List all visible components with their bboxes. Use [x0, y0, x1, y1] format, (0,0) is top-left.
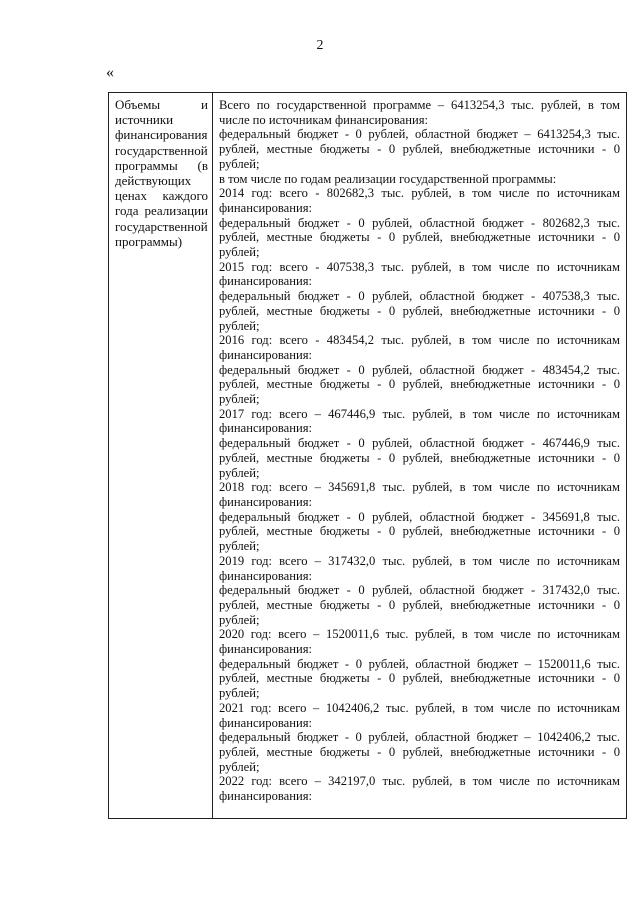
row-header-line: ценах каждого: [115, 188, 208, 204]
row-header-line: государственной: [115, 142, 208, 158]
year-block-2019: [219, 554, 620, 628]
year-block-2016: [219, 333, 620, 407]
row-header-line: источники: [115, 112, 174, 128]
year-breakdown: федеральный бюджет - 0 рублей, областной бюджет - 345691,8 тыс. рублей, местные бюджеты - 0 рублей, внебюджетные источники - 0 рублей;: [219, 509, 620, 554]
opening-quote: «: [106, 64, 114, 81]
year-total: 2022 год: всего – 342197,0 тыс. рублей, в том числе по источникам финансирования:: [219, 774, 620, 804]
year-block-2021: [219, 701, 620, 775]
year-block-2018: [219, 480, 620, 554]
year-breakdown: федеральный бюджет - 0 рублей, областной бюджет - 802682,3 тыс. рублей, местные бюджеты - 0 рублей, внебюджетные источники - 0 рублей;: [219, 215, 620, 260]
year-breakdown: федеральный бюджет - 0 рублей, областной бюджет - 467446,9 тыс. рублей, местные бюджеты - 0 рублей, внебюджетные источники - 0 рублей;: [219, 436, 620, 480]
year-breakdown: федеральный бюджет - 0 рублей, областной бюджет - 407538,3 тыс. рублей, местные бюджеты - 0 рублей, внебюджетные источники - 0 рублей;: [219, 289, 620, 333]
year-total: 2017 год: всего – 467446,9 тыс. рублей, в том числе по источникам финансирования:: [219, 406, 620, 436]
page-number: 2: [316, 38, 324, 53]
program-breakdown: федеральный бюджет - 0 рублей, областной бюджет – 6413254,3 тыс. рублей, местные бюджеты - 0 рублей, внебюджетные источники - 0 рублей;: [219, 127, 620, 171]
year-breakdown: федеральный бюджет - 0 рублей, областной бюджет – 1042406,2 тыс. рублей, местные бюджеты - 0 рублей, внебюджетные источники - 0 рублей;: [219, 730, 620, 774]
row-header-line: программы): [115, 233, 183, 249]
year-breakdown: федеральный бюджет - 0 рублей, областной бюджет - 317432,0 тыс. рублей, местные бюджеты - 0 рублей, внебюджетные источники - 0 рублей;: [219, 583, 620, 627]
year-breakdown: федеральный бюджет - 0 рублей, областной бюджет – 1520011,6 тыс. рублей, местные бюджеты - 0 рублей, внебюджетные источники - 0 рублей;: [219, 656, 620, 701]
year-block-2020: [219, 627, 620, 701]
year-total: 2018 год: всего – 345691,8 тыс. рублей, в том числе по источникам финансирования:: [219, 480, 620, 509]
row-header-line: государственной: [115, 218, 208, 234]
year-block-2022: [219, 774, 620, 803]
year-block-2017: [219, 407, 620, 481]
year-total: 2016 год: всего - 483454,2 тыс. рублей, в том числе по источникам финансирования:: [219, 333, 620, 362]
row-header-line: финансирования: [115, 127, 208, 143]
year-total: 2015 год: всего - 407538,3 тыс. рублей, в том числе по источникам финансирования:: [219, 259, 620, 289]
row-header-line: действующих: [115, 173, 192, 189]
row-header-line: года реализации: [115, 203, 208, 219]
funding-details-cell: [213, 93, 626, 818]
program-funding-table: [108, 92, 627, 819]
program-total: Всего по государственной программе – 6413254,3 тыс. рублей, в том числе по источникам финансирования:: [219, 98, 620, 127]
year-total: 2021 год: всего – 1042406,2 тыс. рублей, в том числе по источникам финансирования:: [219, 700, 620, 730]
year-total: 2014 год: всего - 802682,3 тыс. рублей, в том числе по источникам финансирования:: [219, 186, 620, 215]
year-block-2015: [219, 260, 620, 334]
row-header-line: Объемы и: [115, 97, 208, 112]
year-block-2014: [219, 186, 620, 260]
year-total: 2020 год: всего – 1520011,6 тыс. рублей, в том числе по источникам финансирования:: [219, 627, 620, 657]
row-header-cell: [109, 93, 213, 818]
by-years-heading: в том числе по годам реализации государственной программы:: [219, 171, 557, 186]
row-header-line: программы (в: [115, 157, 208, 173]
year-total: 2019 год: всего – 317432,0 тыс. рублей, в том числе по источникам финансирования:: [219, 553, 620, 583]
year-breakdown: федеральный бюджет - 0 рублей, областной бюджет - 483454,2 тыс. рублей, местные бюджеты - 0 рублей, внебюджетные источники - 0 рублей;: [219, 362, 620, 407]
